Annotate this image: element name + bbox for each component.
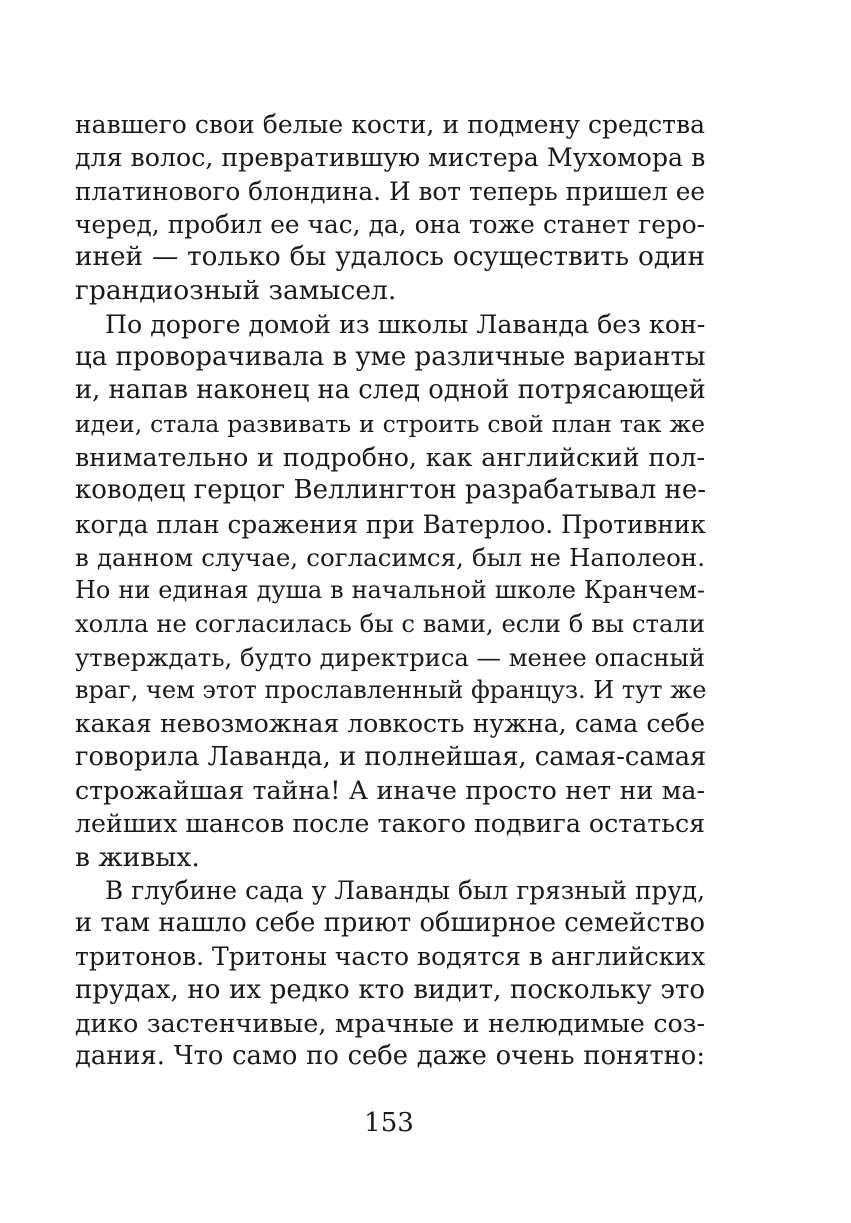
text-line: иней — только бы удалось осуществить один xyxy=(75,242,705,273)
text-line: ководец герцог Веллингтон разрабатывал не- xyxy=(75,475,707,506)
text-line: прудах, но их редко кто видит, поскольку это xyxy=(75,974,705,1005)
text-line: платинового блондина. И вот теперь пришел ее xyxy=(75,176,705,206)
text-line: ца проворачивала в уме различные варианты xyxy=(75,342,706,373)
text-line: По дороге домой из школы Лаванда без кон- xyxy=(105,309,706,339)
text-line: холла не согласилась бы с вами, если б вы стали xyxy=(75,609,705,639)
text-line: какая невозможная ловкость нужна, сама себе xyxy=(75,709,705,739)
text-line: грандиозный замысел. xyxy=(75,275,397,307)
text-line: строжайшая тайна! А иначе просто нет ни ма- xyxy=(75,775,705,805)
text-line: идеи, стала развивать и строить свой план так же xyxy=(75,409,705,438)
text-line: в данном случае, согласимся, был не Наполеон. xyxy=(75,542,705,572)
text-line: утверждать, будто директриса — менее опасный xyxy=(75,642,705,672)
text-line: тритонов. Тритоны часто водятся в английских xyxy=(75,942,706,972)
text-line: дико застенчивые, мрачные и нелюдимые соз- xyxy=(75,1009,705,1039)
text-line: и там нашло себе приют обширное семейство xyxy=(75,908,705,939)
text-line: в живых. xyxy=(75,841,200,873)
body-text xyxy=(75,108,705,1074)
text-line: для волос, превратившую мистера Мухомора в xyxy=(75,143,706,173)
text-line: говорила Лаванда, и полнейшая, самая-самая xyxy=(75,741,707,772)
text-line: лейших шансов после такого подвига остаться xyxy=(75,809,706,839)
text-line: внимательно и подробно, как английский пол- xyxy=(75,442,705,472)
text-line: враг, чем этот прославленный француз. И тут же xyxy=(75,676,707,705)
text-line: дания. Что само по себе даже очень понятно: xyxy=(75,1041,705,1072)
text-line: и, напав наконец на след одной потрясающей xyxy=(75,375,706,406)
text-line: В глубине сада у Лаванды был грязный пруд, xyxy=(105,875,705,905)
text-line: когда план сражения при Ватерлоо. Противник xyxy=(75,509,706,539)
text-line: навшего свои белые кости, и подмену средства xyxy=(75,110,705,139)
page-number: 153 xyxy=(364,1108,414,1138)
text-line: черед, пробил ее час, да, она тоже станет геро- xyxy=(75,209,705,239)
text-line: Но ни единая душа в начальной школе Кранчем- xyxy=(75,576,705,605)
